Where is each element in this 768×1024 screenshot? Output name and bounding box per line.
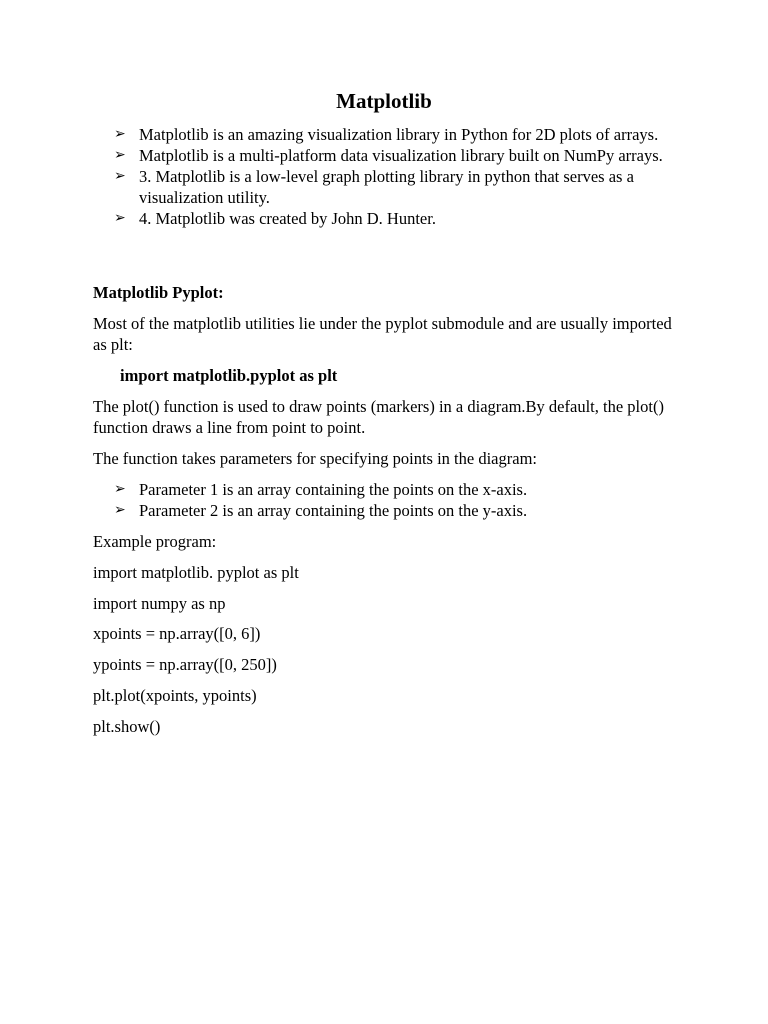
code-line: ypoints = np.array([0, 250]) <box>93 655 277 674</box>
code-line: xpoints = np.array([0, 6]) <box>93 624 261 643</box>
arrow-bullet-icon: ➢ <box>114 127 126 142</box>
pyplot-heading: Matplotlib Pyplot: <box>93 283 224 302</box>
param-bullet-list <box>0 479 768 521</box>
arrow-bullet-icon: ➢ <box>114 482 126 497</box>
list-item <box>0 166 679 208</box>
list-item <box>0 500 679 521</box>
bullet-text: Matplotlib is an amazing visualization library in Python for 2D plots of arrays. <box>139 125 659 144</box>
bullet-text: Parameter 2 is an array containing the points on the y-axis. <box>139 501 528 520</box>
pyplot-intro: Most of the matplotlib utilities lie under the pyplot submodule and are usually imported as plt: <box>93 314 672 354</box>
page-title: Matplotlib <box>336 89 432 113</box>
bullet-text: Matplotlib is a multi-platform data visualization library built on NumPy arrays. <box>139 146 663 165</box>
arrow-bullet-icon: ➢ <box>114 148 126 163</box>
list-item <box>0 145 679 166</box>
example-label: Example program: <box>93 532 217 551</box>
list-item <box>0 124 679 145</box>
arrow-bullet-icon: ➢ <box>114 211 126 226</box>
bullet-text: 3. Matplotlib is a low-level graph plotting library in python that serves as a visualization utility. <box>139 167 634 207</box>
arrow-bullet-icon: ➢ <box>114 169 126 184</box>
list-item <box>0 479 679 500</box>
arrow-bullet-icon: ➢ <box>114 503 126 518</box>
intro-bullet-list <box>0 124 768 229</box>
code-line: plt.plot(xpoints, ypoints) <box>93 686 257 705</box>
code-line: import numpy as np <box>93 594 226 613</box>
import-statement: import matplotlib.pyplot as plt <box>120 366 338 385</box>
bullet-text: Parameter 1 is an array containing the points on the x-axis. <box>139 480 528 499</box>
params-intro: The function takes parameters for specifying points in the diagram: <box>93 449 537 468</box>
plot-description: The plot() function is used to draw points (markers) in a diagram.By default, the plot() function draws a line from point to point. <box>93 397 664 437</box>
list-item <box>0 208 679 229</box>
bullet-text: 4. Matplotlib was created by John D. Hunter. <box>139 209 436 228</box>
code-line: plt.show() <box>93 717 161 736</box>
code-line: import matplotlib. pyplot as plt <box>93 563 299 582</box>
